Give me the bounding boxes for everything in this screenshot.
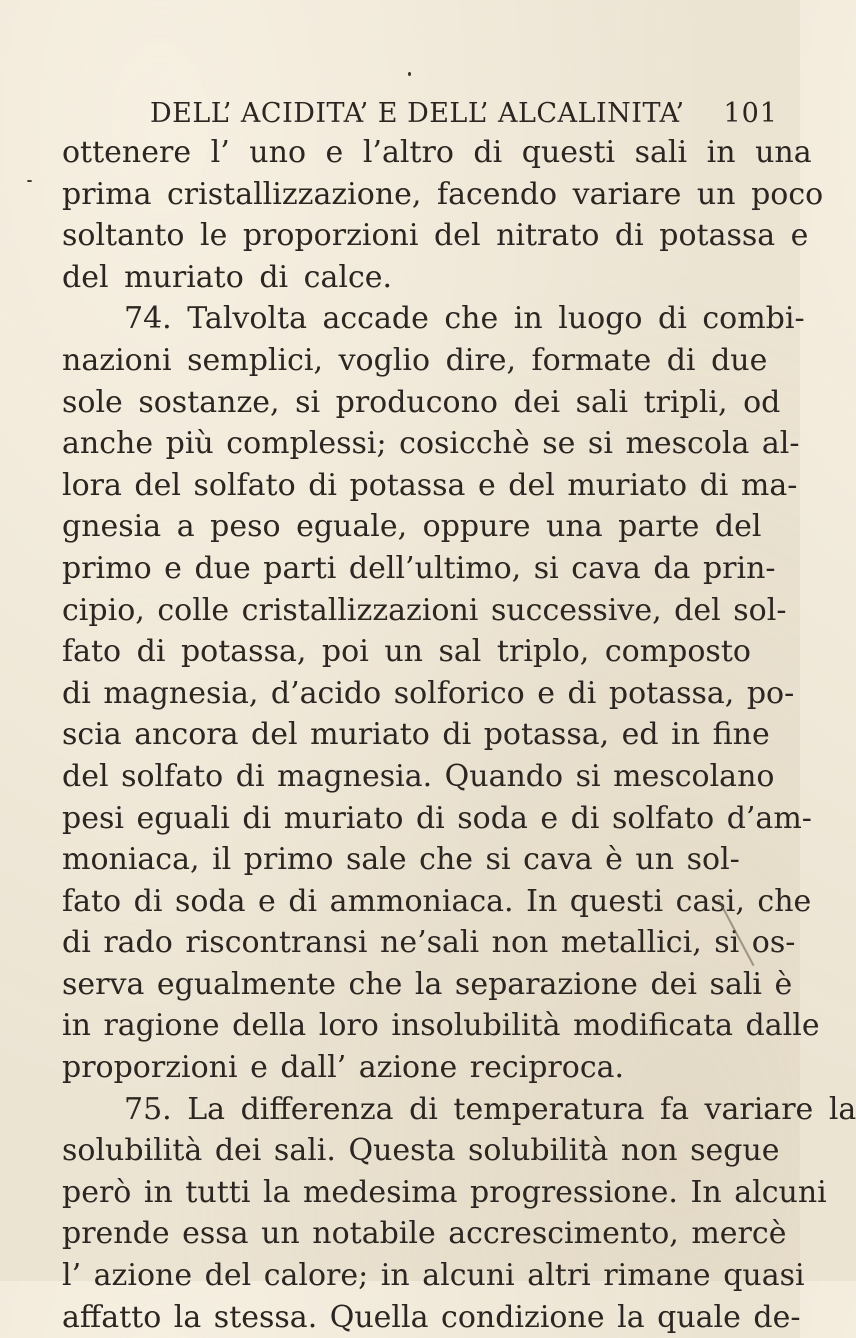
ink-speck bbox=[27, 180, 32, 182]
text-line: anche più complessi; cosicchè se si mescola al- bbox=[62, 426, 800, 462]
page-header bbox=[150, 98, 778, 132]
body-text bbox=[62, 132, 856, 1338]
text-line: cipio, colle cristallizzazioni successive, del sol- bbox=[62, 592, 787, 628]
text-line: soltanto le proporzioni del nitrato di potassa e bbox=[62, 218, 809, 254]
text-line: lora del solfato di potassa e del muriato di ma- bbox=[62, 467, 798, 503]
text-line: di magnesia, d’acido solforico e di potassa, po- bbox=[62, 675, 795, 711]
ink-speck bbox=[408, 72, 411, 76]
paragraph-74-start: 74. Talvolta accade che in luogo di combi- bbox=[124, 301, 805, 337]
text-line: l’ azione del calore; in alcuni altri rimane quasi bbox=[62, 1258, 805, 1294]
text-line: nazioni semplici, voglio dire, formate di due bbox=[62, 342, 768, 378]
text-line: pesi eguali di muriato di soda e di solfato d’am- bbox=[62, 800, 812, 836]
text-line: del solfato di magnesia. Quando si mescolano bbox=[62, 758, 775, 794]
text-line: serva egualmente che la separazione dei sali è bbox=[62, 966, 793, 1002]
text-line: però in tutti la medesima progressione. In alcuni bbox=[62, 1174, 827, 1210]
text-line: moniaca, il primo sale che si cava è un sol- bbox=[62, 842, 740, 878]
text-line: del muriato di calce. bbox=[62, 259, 393, 295]
text-line: ottenere l’ uno e l’altro di questi sali in una bbox=[62, 135, 812, 170]
text-line: primo e due parti dell’ultimo, si cava da prin- bbox=[62, 550, 776, 586]
text-line: proporzioni e dall’ azione reciproca. bbox=[62, 1050, 625, 1086]
running-head: DELL’ ACIDITA’ E DELL’ ALCALINITA’ bbox=[150, 98, 685, 129]
text-line: scia ancora del muriato di potassa, ed in fine bbox=[62, 717, 770, 753]
text-line: di rado riscontransi ne’sali non metallici, si os- bbox=[62, 925, 796, 961]
paragraph-75-start: 75. La differenza di temperatura fa variare la bbox=[124, 1091, 856, 1127]
text-line: sole sostanze, si producono dei sali tripli, od bbox=[62, 384, 781, 420]
text-line: solubilità dei sali. Questa solubilità non segue bbox=[62, 1133, 780, 1169]
text-line: fato di potassa, poi un sal triplo, composto bbox=[62, 634, 751, 670]
text-line: fato di soda e di ammoniaca. In questi casi, che bbox=[62, 883, 812, 919]
text-line: affatto la stessa. Quella condizione la quale de- bbox=[62, 1299, 801, 1335]
page-number: 101 bbox=[723, 98, 778, 129]
text-line: prende essa un notabile accrescimento, mercè bbox=[62, 1216, 787, 1252]
text-line: prima cristallizzazione, facendo variare un poco bbox=[62, 176, 824, 212]
text-line: in ragione della loro insolubilità modificata dalle bbox=[62, 1008, 820, 1044]
text-line: gnesia a peso eguale, oppure una parte del bbox=[62, 509, 762, 545]
